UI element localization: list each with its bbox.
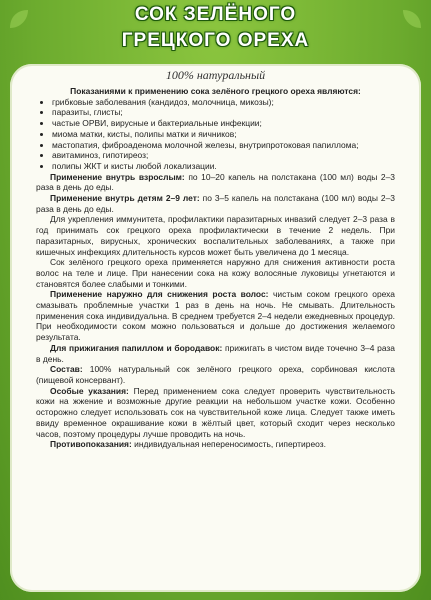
list-item: • мастопатия, фиброаденома молочной железы, внутрипротоковая папиллома;: [52, 140, 395, 151]
list-item: • грибковые заболевания (кандидоз, молочница, микозы);: [52, 97, 395, 108]
product-title-line1: СОК ЗЕЛЁНОГО: [134, 4, 297, 25]
instructions-text: [36, 86, 395, 450]
special-text: Перед применением сока следует проверить чувствительность кожи на жжение и возможные другие реакции на небольшом участке кожи. Особенно осторожно следует использовать сок на чувствительной коже лица. Следует также иметь ввиду временное окрашивание кожи в жёлтый цвет, который сходит через несколько часов, поэтому процедуры лучше проводить на ночь.: [36, 385, 395, 439]
special-paragraph: [36, 386, 395, 440]
immunity-paragraph: Для укрепления иммунитета, профилактики паразитарных инвазий следует 2–3 раза в год принимать сок грецкого ореха профилактически в течение 2 недель. При паразитарных, вирусных, хронических воспалительных заболеваниях, а также при кишечных инфекциях длительность курсов может быть увеличена до 1 месяца.: [36, 214, 395, 257]
list-item: • паразиты, глисты;: [52, 107, 395, 118]
contraindications-text: индивидуальная непереносимость, гипертиреоз.: [134, 439, 326, 450]
hair-intro-paragraph: Сок зелёного грецкого ореха применяется наружно для снижения активности роста волос на теле и лице. При нанесении сока на кожу волосяные луковицы угнетаются и становятся более слабыми и тонкими.: [36, 257, 395, 289]
warts-paragraph: [36, 343, 395, 364]
special-label: Особые указания:: [50, 385, 129, 396]
children-text: по 3–5 капель на полстакана (100 мл) воды 2–3 раза в день до еды.: [36, 193, 395, 214]
adults-text: по 10–20 капель на полстакана (100 мл) воды 2–3 раза в день до еды.: [36, 171, 395, 193]
children-label: Применение внутрь детям 2–9 лет:: [50, 193, 200, 204]
indications-title: Показаниями к применению сока зелёного грецкого ореха являются:: [70, 86, 361, 96]
hair-text: чистым соком грецкого ореха смазывать проблемные участки 1 раз в день на ночь. Не смывать. Длительность применения сока индивидуальна. В среднем требуется 2–4 недели ежедневных процедур. При необходимости соком можно пользоваться и дольше до достижения желаемого результата.: [36, 289, 395, 343]
composition-paragraph: [36, 364, 395, 385]
list-item: • миома матки, кисты, полипы матки и яичников;: [52, 129, 395, 140]
list-item: • частые ОРВИ, вирусные и бактериальные инфекции;: [52, 118, 395, 129]
adults-paragraph: [36, 172, 395, 193]
children-paragraph: [36, 193, 395, 214]
warts-label: Для прижигания папиллом и бородавок:: [50, 342, 223, 353]
indications-paragraph: [36, 86, 395, 97]
warts-text: прижигать в чистом виде точечно 3–4 раза в день.: [36, 342, 395, 364]
subtitle: 100% натуральный: [165, 68, 266, 82]
contraindications-label: Противопоказания:: [50, 439, 132, 450]
list-item: • полипы ЖКТ и кисты любой локализации.: [52, 161, 395, 172]
list-item: • авитаминоз, гипотиреоз;: [52, 150, 395, 161]
composition-text: 100% натуральный сок зелёного грецкого ореха, сорбиновая кислота (пищевой консервант).: [36, 364, 395, 385]
info-panel: [10, 64, 421, 592]
composition-label: Состав:: [50, 364, 83, 375]
hair-label: Применение наружно для снижения роста волос:: [50, 289, 269, 300]
adults-label: Применение внутрь взрослым:: [50, 171, 185, 182]
product-title-line2: ГРЕЦКОГО ОРЕХА: [121, 30, 310, 51]
indications-list: [36, 97, 395, 172]
hair-paragraph: [36, 289, 395, 343]
contraindications-paragraph: [36, 439, 395, 450]
